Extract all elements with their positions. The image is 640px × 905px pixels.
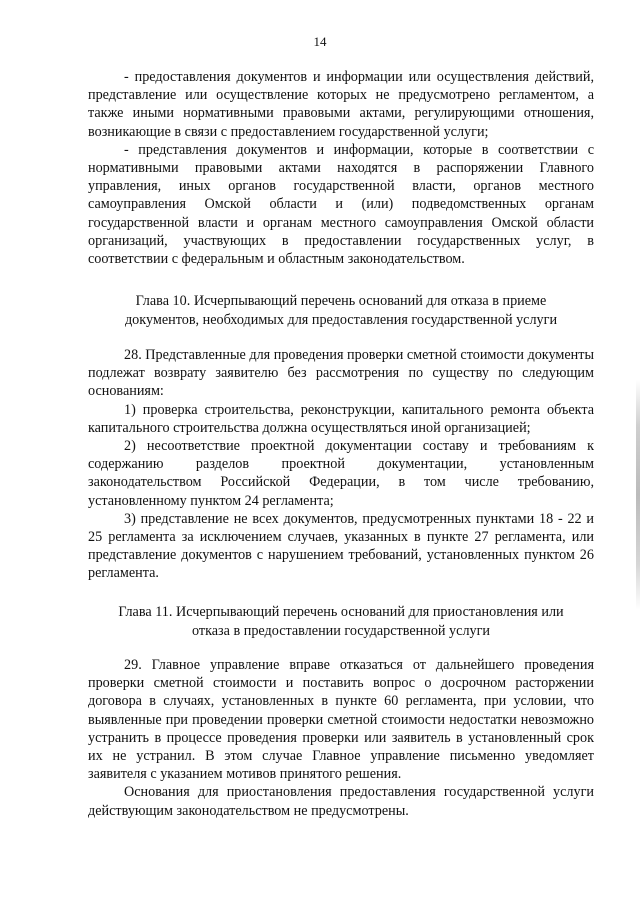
heading-line: Глава 11. Исчерпывающий перечень оснований для приостановления или xyxy=(118,604,564,620)
paragraph: 3) представление не всех документов, предусмотренных пунктами 18 - 22 и 25 регламента за исключением случаев, указанных в пункте 27 регламента, или представление документов с нарушением требований, установленных пунктом 26 регламента. xyxy=(88,510,594,582)
paragraph: 29. Главное управление вправе отказаться от дальнейшего проведения проверки сметной стоимости и поставить вопрос о досрочном расторжении договора в случаях, установленных в пункте 60 регламента, при условии, что выявленные при проведении проверки сметной стоимости недостатки невозможно устранить в процессе проведения проверки или заявитель в установленный срок их не устранил. В этом случае Главное управление письменно уведомляет заявителя с указанием мотивов принятого решения. xyxy=(88,657,594,783)
heading-line: отказа в предоставлении государственной услуги xyxy=(191,622,491,639)
paragraph: 28. Представленные для проведения проверки сметной стоимости документы подлежат возврату заявителю без рассмотрения по существу по следующим основаниям: xyxy=(88,347,595,400)
paragraph: 2) несоответствие проектной документации составу и требованиям к содержанию разделов проектной документации, установленным законодательством Российской Федерации, в том числе требованию, установленному пунктом 24 регламента; xyxy=(88,438,594,509)
paragraph: - представления документов и информации, которые в соответствии с нормативными правовыми актами находятся в распоряжении Главного управления, иных органов государственной власти, органов местного самоуправления Омской области и (или) подведомственных органам государственной власти и органам местного самоуправления Омской области организаций, участвующих в предоставлении государственных услуг, в соответствии с федеральным и областным законодательством. xyxy=(88,141,594,268)
paragraph: Основания для приостановления предоставления государственной услуги действующим законодательством не предусмотрены. xyxy=(88,784,594,819)
heading-line: документов, необходимых для предоставления государственной услуги xyxy=(124,311,558,328)
heading-line: Глава 10. Исчерпывающий перечень оснований для отказа в приеме xyxy=(135,293,547,309)
chapter-11-heading xyxy=(88,603,594,640)
paragraph-block-3 xyxy=(88,656,594,820)
paragraph: 1) проверка строительства, реконструкции, капитального ремонта объекта капитального строительства должна осуществляться иной организацией; xyxy=(88,401,594,436)
scan-edge-shadow xyxy=(636,380,640,610)
page-number: 14 xyxy=(313,34,327,49)
paragraph-block-2 xyxy=(88,346,594,583)
paragraph-block-1 xyxy=(88,68,594,268)
chapter-10-heading xyxy=(88,292,594,329)
paragraph: - предоставления документов и информации или осуществления действий, представление или осуществление которых не предусмотрено регламентом, а также иными нормативными правовыми актами, регулирующими отношения, возникающие в связи с предоставлением государственной услуги; xyxy=(88,69,594,140)
